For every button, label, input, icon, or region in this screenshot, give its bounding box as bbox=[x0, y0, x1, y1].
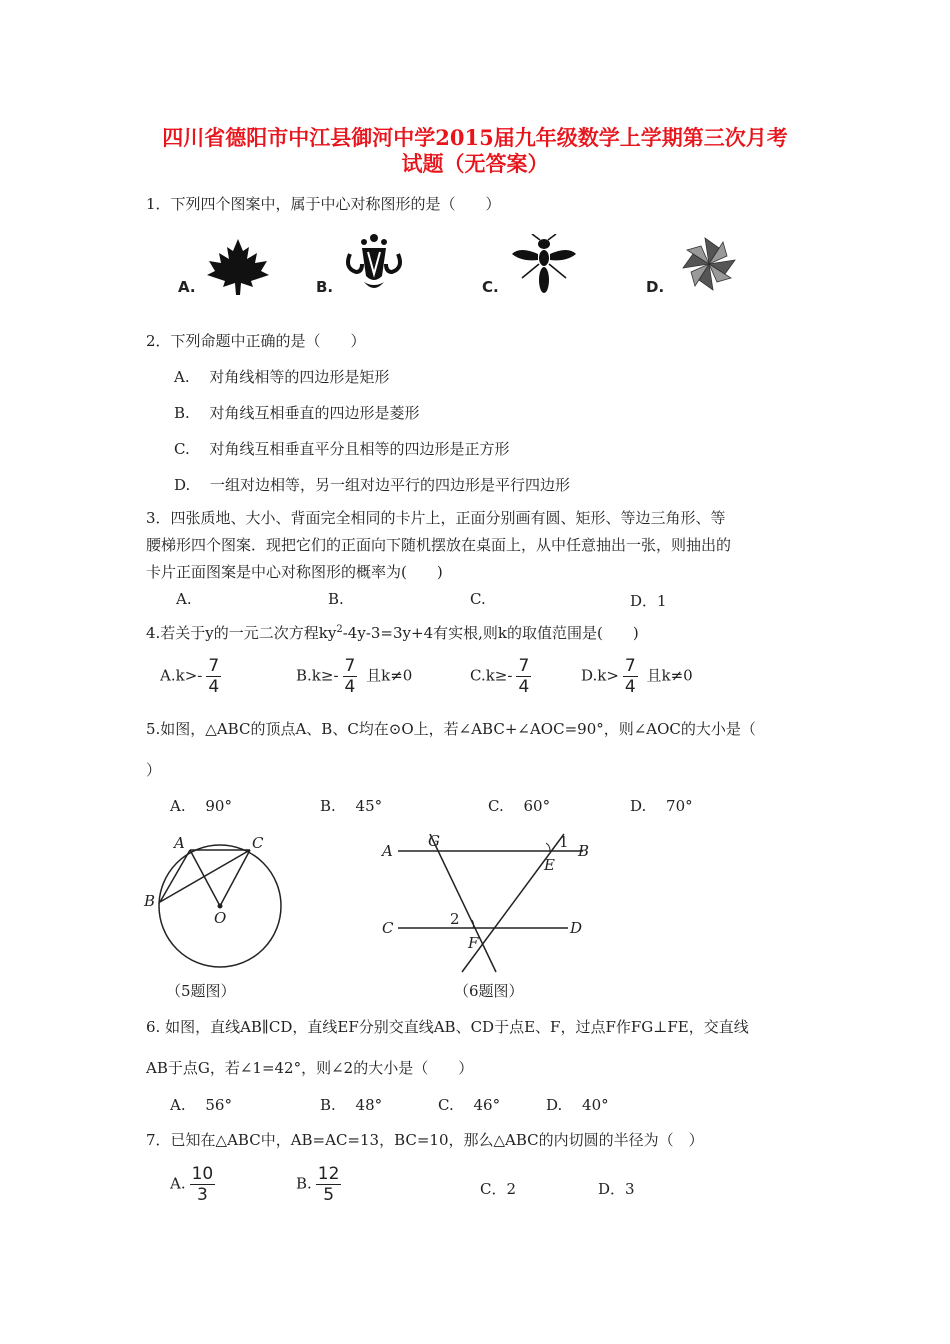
q4-option-c-fraction bbox=[516, 656, 531, 697]
label-f: F bbox=[468, 934, 479, 952]
figure-5-circle-diagram bbox=[140, 830, 300, 980]
flower-emblem-icon bbox=[342, 232, 406, 296]
q4-option-d bbox=[581, 656, 693, 697]
q7-option-b-prefix: B. bbox=[296, 1174, 312, 1193]
label-a: A bbox=[174, 834, 185, 852]
q1-option-c-label: C. bbox=[482, 278, 499, 296]
q1-option-b-label: B. bbox=[316, 278, 334, 296]
q4-option-c bbox=[470, 656, 535, 697]
q3-option-c: C. bbox=[470, 590, 486, 608]
q3-line-3: 卡片正面图案是中心对称图形的概率为( ) bbox=[146, 563, 443, 581]
label-c: C bbox=[252, 834, 264, 852]
q6-line-1: 6. 如图，直线AB∥CD，直线EF分别交直线AB、CD于点E、F，过点F作FG⊥FE，交直线 bbox=[146, 1018, 749, 1036]
q2-option-c: C. 对角线互相垂直平分且相等的四边形是正方形 bbox=[174, 440, 510, 458]
q7-option-a-prefix: A. bbox=[170, 1174, 186, 1193]
q5-line-1: 5.如图，△ABC的顶点A、B、C均在⊙O上，若∠ABC+∠AOC=90°，则∠AOC的大小是（ bbox=[146, 720, 756, 738]
fraction-numerator: 10 bbox=[191, 1164, 214, 1184]
q7-option-a bbox=[170, 1164, 219, 1205]
q3-line-1: 3．四张质地、大小、背面完全相同的卡片上，正面分别画有圆、矩形、等边三角形、等 bbox=[146, 509, 726, 527]
radii-oa-oc bbox=[190, 850, 250, 906]
label-e: E bbox=[544, 856, 555, 874]
figure-5-caption: （5题图） bbox=[166, 982, 236, 1000]
page-title-line-1: 四川省德阳市中江县御河中学2015届九年级数学上学期第三次月考 bbox=[162, 125, 788, 150]
fraction-denominator: 4 bbox=[518, 677, 530, 697]
q2-option-a: A. 对角线相等的四边形是矩形 bbox=[174, 368, 390, 386]
label-g: G bbox=[428, 832, 440, 850]
q4-option-b-prefix: B.k≥- bbox=[296, 666, 339, 685]
fraction-denominator: 4 bbox=[344, 677, 356, 697]
fraction-denominator: 3 bbox=[197, 1185, 208, 1205]
q7-option-b bbox=[296, 1164, 345, 1205]
q4-option-d-fraction bbox=[623, 656, 638, 697]
label-b: B bbox=[144, 892, 156, 910]
q3-option-b: B. bbox=[328, 590, 344, 608]
fraction-numerator: 7 bbox=[624, 656, 636, 676]
q5-option-a: A. 90° bbox=[170, 797, 232, 815]
q3-option-a: A. bbox=[176, 590, 192, 608]
page-title-line-2: 试题（无答案） bbox=[401, 151, 549, 176]
fraction-numerator: 7 bbox=[208, 656, 220, 676]
q7-option-c: C．2 bbox=[480, 1180, 517, 1198]
label-angle-1: 1 bbox=[559, 833, 569, 851]
q3-line-2: 腰梯形四个图案．现把它们的正面向下随机摆放在桌面上，从中任意抽出一张，则抽出的 bbox=[146, 536, 732, 554]
label-o: O bbox=[214, 909, 227, 927]
q7-stem: 7．已知在△ABC中，AB=AC=13，BC=10，那么△ABC的内切圆的半径为（ ） bbox=[146, 1131, 704, 1149]
label-a: A bbox=[382, 842, 393, 860]
fraction-denominator: 5 bbox=[323, 1185, 335, 1205]
q3-option-d: D．1 bbox=[630, 592, 667, 610]
q6-line-2: AB于点G，若∠1=42°，则∠2的大小是（ ） bbox=[146, 1059, 474, 1077]
q2-option-d: D. 一组对边相等，另一组对边平行的四边形是平行四边形 bbox=[174, 476, 571, 494]
angle-1-arc bbox=[546, 843, 550, 851]
maple-leaf-icon bbox=[205, 237, 271, 295]
q4-stem bbox=[146, 622, 639, 643]
q4-option-a-fraction bbox=[206, 656, 221, 697]
fraction-denominator: 4 bbox=[624, 677, 636, 697]
q6-option-b: B. 48° bbox=[320, 1096, 383, 1114]
label-d: D bbox=[570, 919, 583, 937]
figure-6-caption: （6题图） bbox=[454, 982, 524, 1000]
q6-option-d: D. 40° bbox=[546, 1096, 609, 1114]
insect-icon bbox=[508, 234, 580, 296]
figure-6-parallel-lines-diagram bbox=[378, 830, 608, 975]
label-angle-2: 2 bbox=[450, 910, 460, 928]
label-b: B bbox=[578, 842, 590, 860]
fraction-denominator: 4 bbox=[208, 677, 220, 697]
q4-option-d-suffix: 且k≠0 bbox=[641, 666, 693, 685]
q7-option-d: D．3 bbox=[598, 1180, 635, 1198]
q5-line-2: ） bbox=[146, 761, 162, 779]
q4-exponent: 2 bbox=[336, 624, 343, 635]
q5-option-d: D. 70° bbox=[630, 797, 693, 815]
q4-option-c-prefix: C.k≥- bbox=[470, 666, 513, 685]
q5-option-b: B. 45° bbox=[320, 797, 383, 815]
q2-option-b: B. 对角线互相垂直的四边形是菱形 bbox=[174, 404, 420, 422]
fraction-numerator: 7 bbox=[344, 656, 356, 676]
q5-option-c: C. 60° bbox=[488, 797, 551, 815]
q4-option-b-fraction bbox=[343, 656, 358, 697]
fraction-numerator: 12 bbox=[317, 1164, 340, 1184]
q6-option-a: A. 56° bbox=[170, 1096, 232, 1114]
q4-option-b bbox=[296, 656, 412, 697]
q7-option-b-fraction bbox=[316, 1164, 342, 1205]
q1-option-a-label: A. bbox=[178, 278, 196, 296]
q4-option-a bbox=[160, 656, 225, 697]
q6-option-c: C. 46° bbox=[438, 1096, 501, 1114]
q4-stem-part-1: 4.若关于y的一元二次方程ky bbox=[146, 624, 337, 642]
q4-option-a-prefix: A.k>- bbox=[160, 666, 203, 685]
label-c: C bbox=[382, 919, 394, 937]
q4-stem-part-2: -4y-3=3y+4有实根,则k的取值范围是( ) bbox=[342, 624, 639, 642]
fraction-numerator: 7 bbox=[518, 656, 530, 676]
q4-option-d-prefix: D.k> bbox=[581, 666, 619, 685]
q1-stem: 1．下列四个图案中，属于中心对称图形的是（ ） bbox=[146, 195, 501, 213]
pinwheel-icon bbox=[676, 236, 742, 292]
center-point bbox=[218, 904, 223, 909]
q4-option-b-suffix: 且k≠0 bbox=[361, 666, 413, 685]
line-fg bbox=[430, 834, 496, 972]
q2-stem: 2．下列命题中正确的是（ ） bbox=[146, 332, 366, 350]
q7-option-a-fraction bbox=[190, 1164, 216, 1205]
q1-option-d-label: D. bbox=[646, 278, 665, 296]
